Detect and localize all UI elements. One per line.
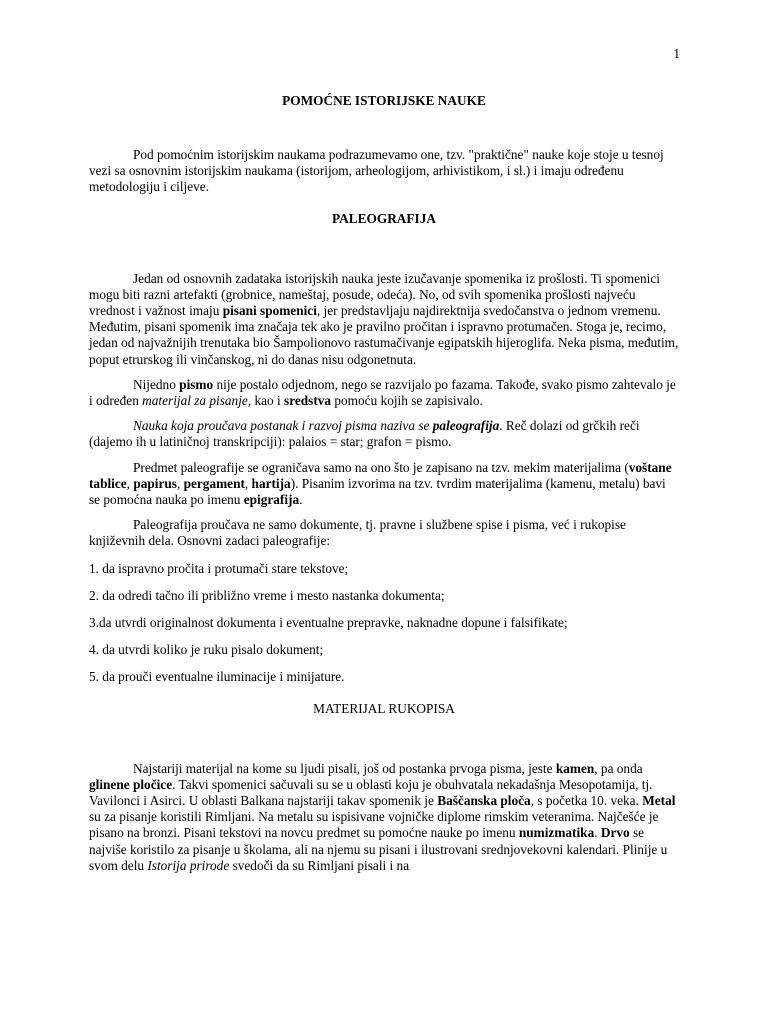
text-run: ). Pisanim izvorima na tzv. tvrdim materijalima (kamenu, metalu) bavi se pomoćna nauka po imenu [89, 475, 666, 508]
text-run: . Takvi spomenici sačuvali su se u oblasti koju je obuhvatala nekadašnja Mesopotamija, tj. Vavilonci i Asirci. U oblasti Balkana najstariji takav spomenik je [89, 776, 653, 809]
bold-term: kamen [555, 760, 595, 776]
task-list-item: 3.da utvrdi originalnost dokumenta i eventualne prepravke, naknadne dopune i falsifikate; [89, 615, 568, 631]
task-list-item: 4. da utvrdi koliko je ruku pisalo dokument; [89, 642, 324, 658]
text-run: , [244, 475, 252, 491]
section-title-paleografija: PALEOGRAFIJA [332, 210, 436, 226]
bold-term: papirus [133, 475, 177, 491]
bold-term: Drvo [600, 825, 630, 841]
bold-term: pergament [183, 475, 245, 491]
bold-term: glinene pločice [89, 776, 173, 792]
bold-term: pisani spomenici [222, 303, 317, 319]
text-run: , kao i [247, 393, 285, 409]
text-run: , pa onda [594, 760, 643, 776]
bold-term: hartija [251, 475, 291, 491]
document-body [89, 90, 679, 874]
italic-definition: Nauka koja proučava postanak i razvoj pisma naziva se [133, 418, 433, 434]
task-list-item: 1. da ispravno pročita i protumači stare tekstove; [89, 560, 349, 576]
text-run: . [594, 825, 601, 841]
main-heading: POMOĆNE ISTORIJSKE NAUKE [282, 93, 486, 108]
text-run: nije postalo odjednom, nego se razvijalo po fazama. Takođe, svako pismo zahtevalo je i određen [89, 376, 676, 409]
text-run: pomoću kojih se zapisivalo. [331, 393, 483, 409]
bold-term [433, 418, 499, 433]
text-run: Predmet paleografije se ograničava samo na ono što je zapisano na tzv. mekim materijalima ( [133, 459, 629, 475]
text-run: Nijedno [133, 376, 180, 392]
bold-term: sredstva [284, 393, 332, 409]
text-run: , jer predstavljaju najdirektnija svedočanstva o jednom vremenu. Međutim, pisani spomenik ima značaja tek ako je pravilno pročitan i ispravno protumačen. Stoga je, recimo, jedan od najvažnijih trenutaka bio Šampolionovo rastumačivanje egipatskih hijeroglifa. Neka pisma, međutim, poput etrurskog ili vinčanskog, ni do danas nisu odgonetnuta. [89, 303, 679, 367]
text-run: Jedan od osnovnih zadataka istorijskih nauka jeste izučavanje spomenika iz prošlosti. Ti spomenici mogu biti razni artefakti (grobnice, nameštaj, posude, odeća). No, od svih spomenika prošlosti najveću vrednost i važnost imaju [89, 270, 660, 319]
paragraph [89, 418, 679, 450]
text-run: , [176, 475, 184, 491]
text-run: su za pisanje koristili Rimljani. Na metalu su ispisivane vojničke diplome rimskim veteranima. Najčešće je pisano na bronzi. Pisani tekstovi na novcu predmet su pomoćne nauke po imenu [89, 809, 659, 841]
intro-paragraph: Pod pomoćnim istorijskim naukama podrazumevamo one, tzv. "praktične" nauke koje stoje u tesnoj vezi sa osnovnim istorijskim naukama (istorijom, arheologijom, arhivistikom, i sl.) i imaju određenu metodologiju i ciljeve. [89, 147, 664, 195]
bold-term: epigrafija [243, 492, 300, 508]
bold-term: Metal [642, 793, 676, 809]
text-run: , s početka 10. veka. [530, 793, 643, 809]
bold-term: pismo [179, 376, 214, 392]
section-title-materijal-rukopisa: MATERIJAL RUKOPISA [313, 700, 455, 716]
italic-term: materijal za pisanje [142, 393, 248, 409]
paragraph [89, 377, 679, 409]
text-run: svedoči da su Rimljani pisali i na [229, 857, 410, 873]
paragraph [89, 761, 679, 874]
task-list-item: 2. da odredi tačno ili približno vreme i mesto nastanka dokumenta; [89, 587, 445, 603]
paragraph: Paleografija proučava ne samo dokumente, tj. pravne i službene spise i pisma, već i rukopise književnih dela. Osnovni zadaci paleografije: [89, 517, 626, 549]
bold-term: numizmatika [518, 825, 595, 841]
task-list-item: 5. da prouči eventualne iluminacije i minijature. [89, 669, 345, 685]
paragraph [89, 271, 679, 368]
bold-term: Baščanska ploča [437, 793, 531, 809]
text-run: , [126, 475, 134, 491]
italic-title: Istorija prirode [147, 857, 230, 873]
text-run: se najviše koristilo za pisanje u školama, ali na njemu su pisani i ilustrovani srednjovekovni kalendari. Plinije u svom delu [89, 825, 668, 873]
text-run: . [299, 492, 303, 508]
paragraph [89, 460, 679, 509]
text-run: . Reč dolazi od grčkih reči (dajemo ih u latiničnoj transkripciji): palaios = star; grafon = pismo. [89, 418, 640, 450]
bold-term: voštane tablice [89, 459, 672, 491]
text-run: Najstariji materijal na kome su ljudi pisali, još od postanka prvoga pisma, jeste [133, 760, 556, 776]
page-number: 1 [673, 46, 680, 61]
bold-italic-term: paleografija [432, 418, 500, 434]
